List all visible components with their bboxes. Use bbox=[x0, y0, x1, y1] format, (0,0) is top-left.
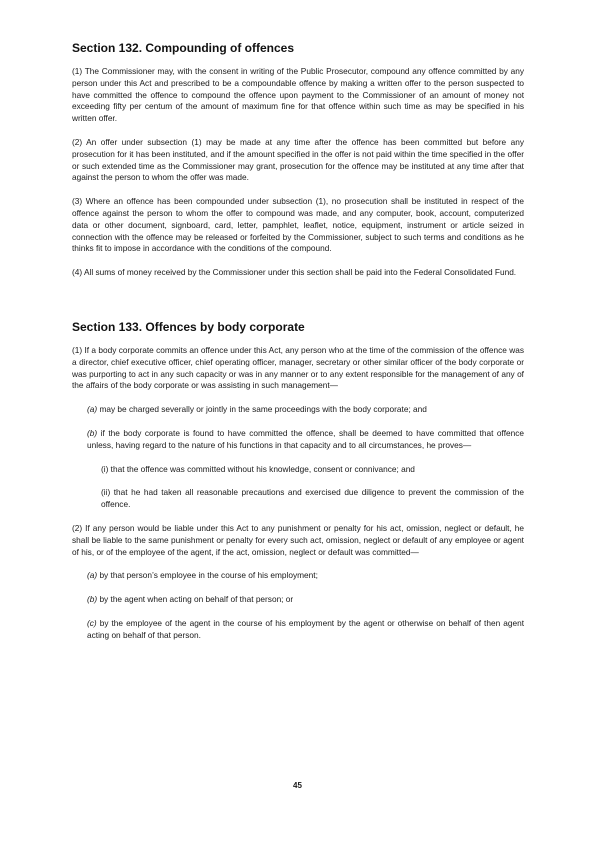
item-label: (c) bbox=[87, 617, 97, 628]
section-133-para-1: (1) If a body corporate commits an offence under this Act, any person who at the time of the commission of the offence was a director, chief executive officer, chief operating officer, manager, secretary or other similar officer of the body corporate or was purporting to act in any such capacity or was in any manner or to any extent responsible for the management of any of the affairs of the body corporate or was assisting in such management— bbox=[72, 344, 524, 391]
section-133-heading: Section 133. Offences by body corporate bbox=[72, 319, 305, 334]
item-text: by that person’s employee in the course of his employment; bbox=[97, 570, 318, 581]
section-133-item-c2 bbox=[87, 618, 524, 642]
item-text: by the employee of the agent in the course of his employment by the agent or otherwise on behalf of then agent acting on behalf of that person. bbox=[87, 617, 524, 640]
section-132-para-4: (4) All sums of money received by the Commissioner under this section shall be paid into the Federal Consolidated Fund. bbox=[72, 267, 517, 278]
section-133-item-a2 bbox=[87, 570, 524, 582]
item-label: (a) bbox=[87, 404, 98, 415]
section-132-para-1: (1) The Commissioner may, with the consent in writing of the Public Prosecutor, compound any offence committed by any person under this Act and prescribed to be a compoundable offence by making a written offer to the person suspected to have committed the offence to compound the offence upon payment to the Commissioner of an amount of money not exceeding fifty per centum of the amount of maximum fine for that offence within such time as may be specified in his written offer. bbox=[72, 66, 524, 124]
item-label: (b) bbox=[87, 594, 98, 605]
section-133-subitem-i: (i) that the offence was committed without his knowledge, consent or connivance; and bbox=[101, 463, 415, 474]
section-132-para-3: (3) Where an offence has been compounded under subsection (1), no prosecution shall be instituted in respect of the offence against the person to whom the offer to compound was made, and any computer, book, account, computerized data or other document, signboard, card, letter, pamphlet, leaflet, notice, equipment, instrument or article seized in connection with the offence may be released or forfeited by the Commissioner, subject to such terms and conditions as he thinks fit to impose in accordance with the conditions of the compound. bbox=[72, 196, 524, 254]
section-133-subitem-ii: (ii) that he had taken all reasonable precautions and exercised due diligence to prevent the commission of the offence. bbox=[101, 487, 524, 510]
item-text: may be charged severally or jointly in the same proceedings with the body corporate; and bbox=[97, 404, 427, 415]
item-text: if the body corporate is found to have committed the offence, shall be deemed to have committed that offence unless, having regard to the nature of his functions in that capacity and to all circumstances, he proves— bbox=[87, 427, 524, 450]
section-133-item-a bbox=[87, 404, 524, 416]
item-label: (b) bbox=[87, 427, 98, 438]
item-text: by the agent when acting on behalf of that person; or bbox=[97, 594, 294, 605]
item-label: (a) bbox=[87, 570, 98, 581]
section-133-para-2: (2) If any person would be liable under this Act to any punishment or penalty for his act, omission, neglect or default, he shall be liable to the same punishment or penalty for every such act, omission, neglect or default of any employee or agent of his, or of the employee of the agent, if the act, omission, neglect or default was committed— bbox=[72, 522, 524, 557]
section-spacer bbox=[72, 291, 524, 319]
section-133-item-b2 bbox=[87, 594, 524, 606]
section-132-heading: Section 132. Compounding of offences bbox=[72, 41, 295, 55]
section-133-item-b bbox=[87, 428, 524, 452]
section-132-para-2: (2) An offer under subsection (1) may be made at any time after the offence has been committed but before any prosecution for it has been instituted, and if the amount specified in the offer is not paid within the time specified in the offer or such extended time as the Commissioner may grant, prosecution for the offence may be instituted at any time after that against the person to whom the offer was made. bbox=[72, 136, 524, 183]
page-number: 45 bbox=[293, 781, 302, 790]
